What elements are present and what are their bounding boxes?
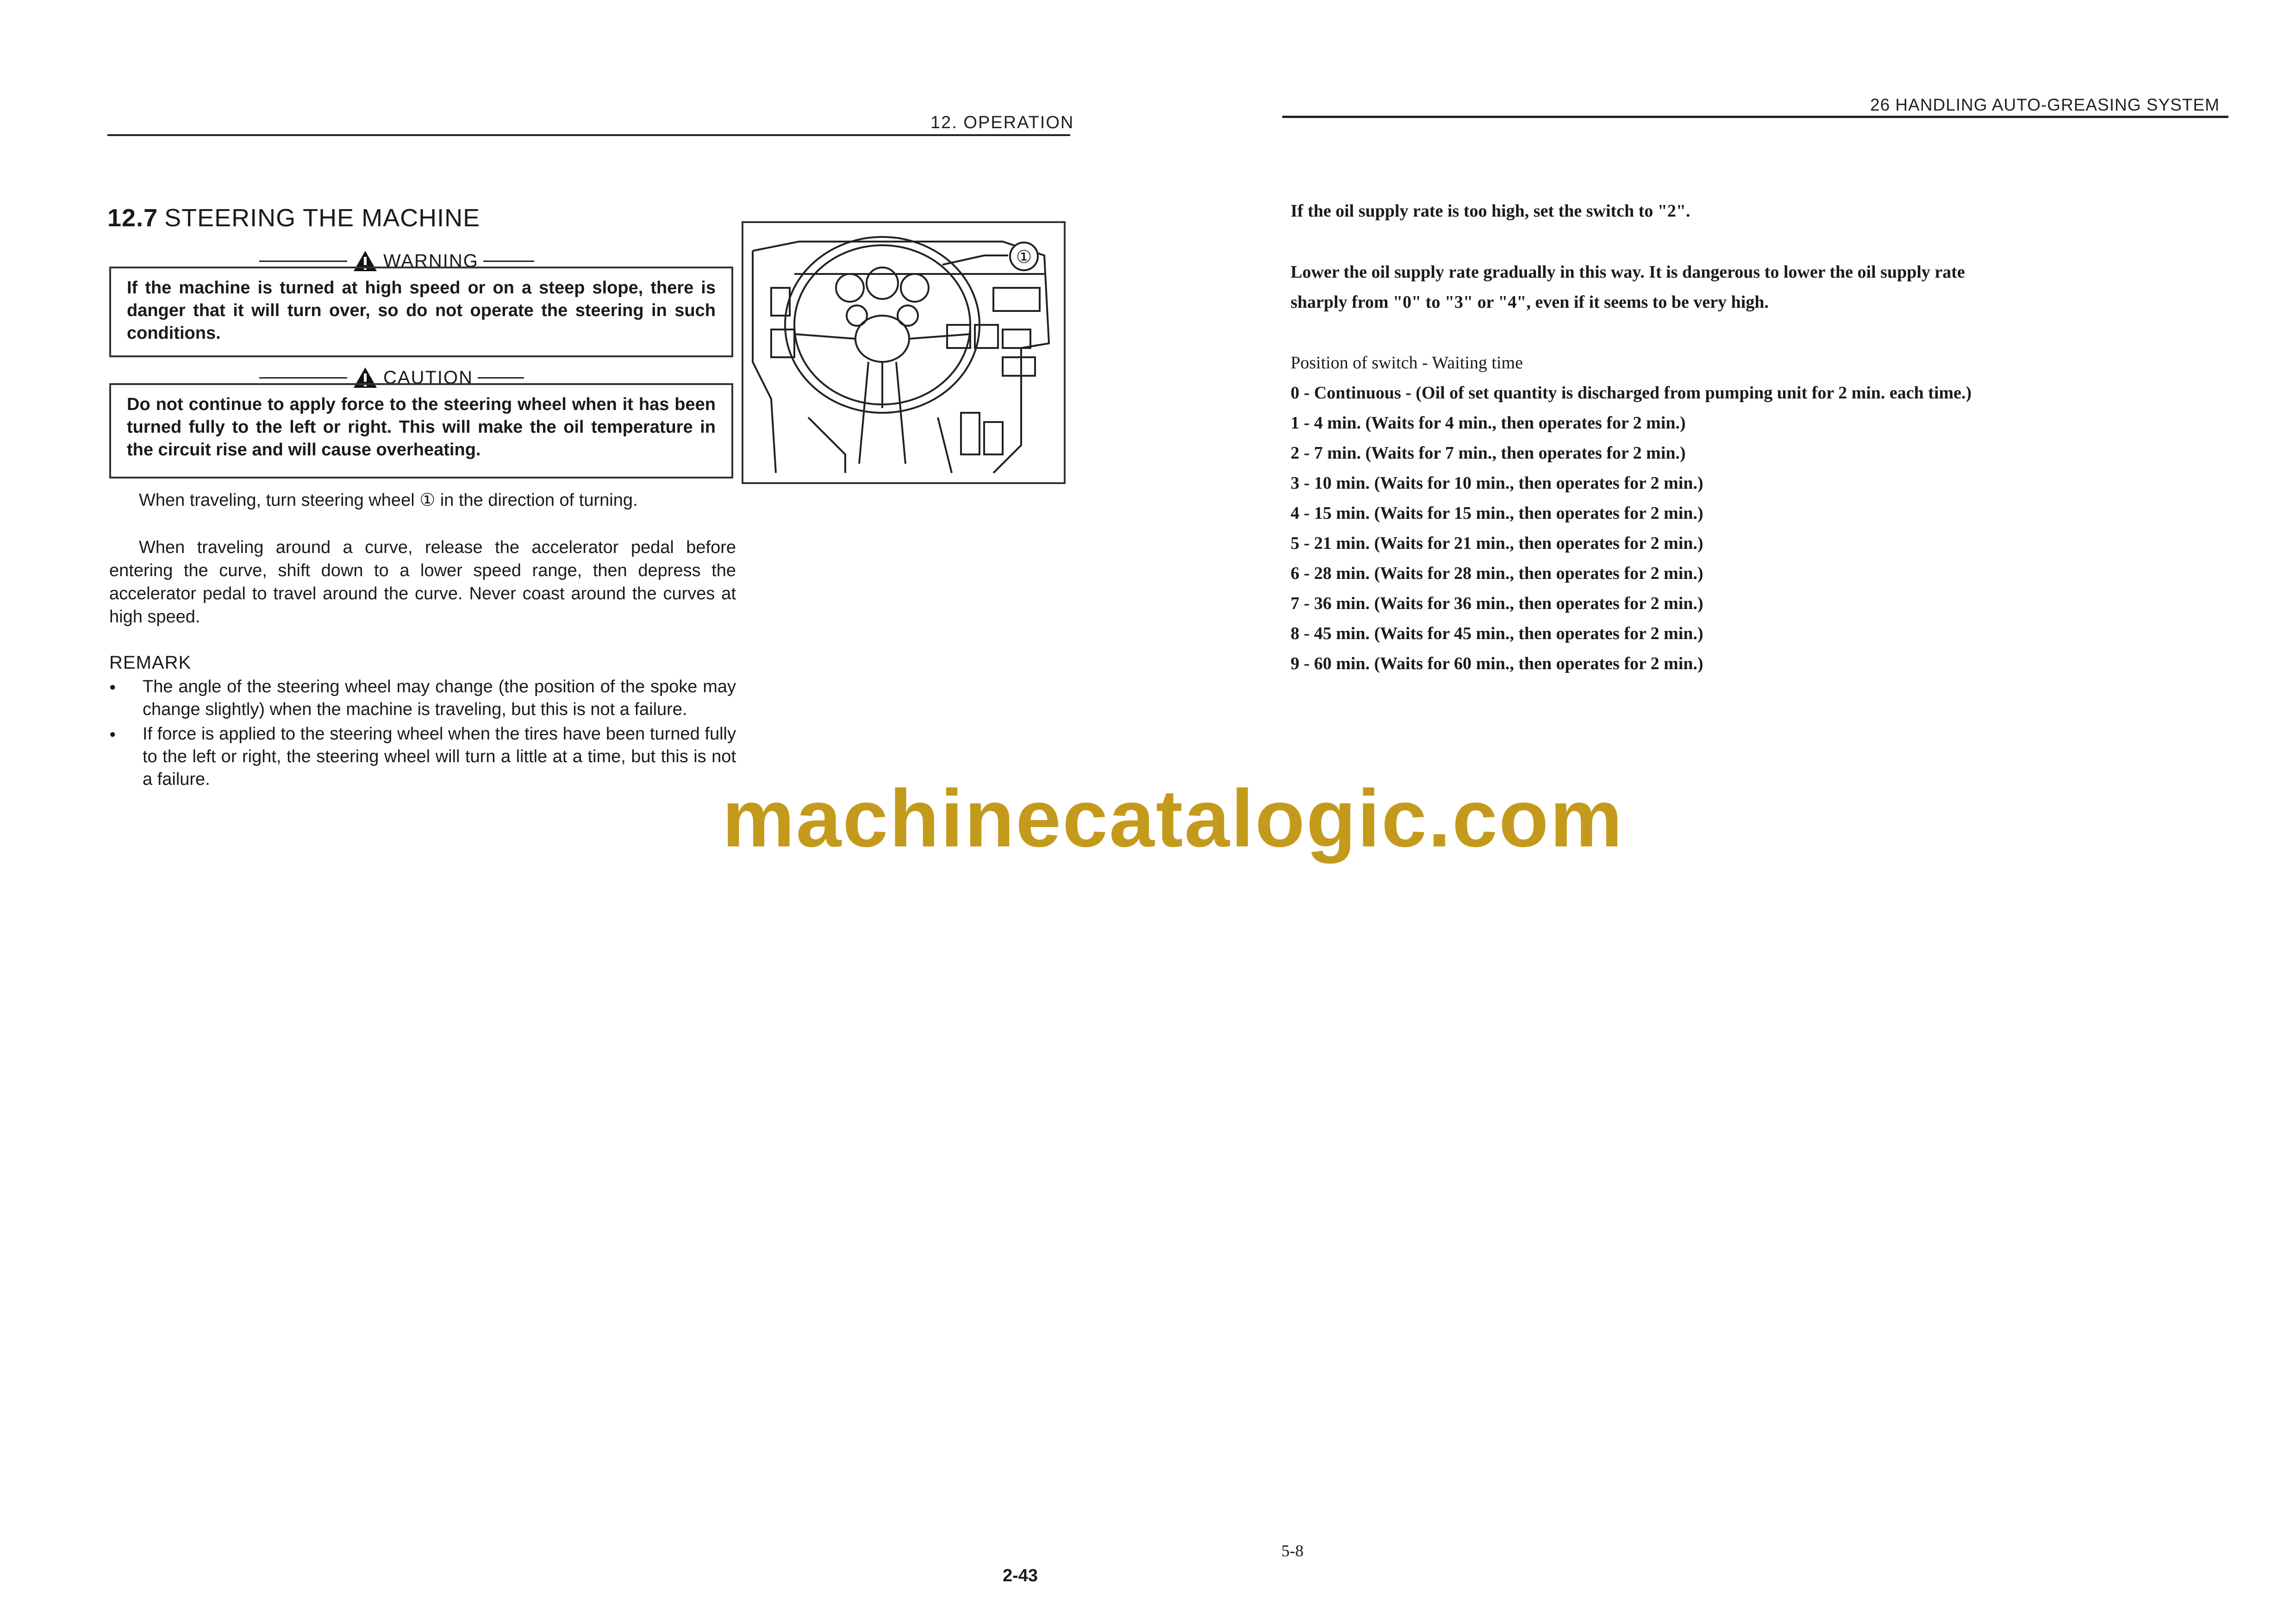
switch-position-item: 2 - 7 min. (Waits for 7 min., then operates for 2 min.) — [1291, 443, 1686, 463]
remark-label: REMARK — [109, 653, 192, 673]
right-line-2: Lower the oil supply rate gradually in this way. It is dangerous to lower the oil supply rate sharply from "0" to "3" or "4", even if it seems to be very high. — [1291, 262, 1965, 312]
remark-item: ● The angle of the steering wheel may change (the position of the spoke may change slightly) when the machine is traveling, but this is not a failure. — [109, 676, 736, 721]
left-header-rule — [107, 134, 1070, 136]
warning-label: WARNING — [383, 250, 479, 271]
right-header-rule — [1282, 116, 2228, 118]
caution-label: CAUTION — [383, 367, 473, 388]
section-title-text: STEERING THE MACHINE — [164, 204, 480, 232]
watermark: machinecatalogic.com — [722, 773, 1624, 864]
left-page-number: 2-43 — [1003, 1566, 1038, 1585]
paragraph-1: When traveling, turn steering wheel ① in the direction of turning. — [139, 491, 638, 510]
section-title — [107, 204, 480, 232]
switch-position-item: 4 - 15 min. (Waits for 15 min., then operates for 2 min.) — [1291, 503, 1703, 523]
figure-callout: ① — [1016, 248, 1032, 267]
switch-position-item: 1 - 4 min. (Waits for 4 min., then operates for 2 min.) — [1291, 413, 1686, 433]
right-page-number: 5-8 — [1281, 1541, 1304, 1560]
switch-position-item: 7 - 36 min. (Waits for 36 min., then operates for 2 min.) — [1291, 594, 1703, 613]
section-number: 12.7 — [107, 204, 158, 232]
switch-position-item: 8 - 45 min. (Waits for 45 min., then operates for 2 min.) — [1291, 624, 1703, 643]
warning-text: If the machine is turned at high speed or on a steep slope, there is danger that it will turn over, so do not operate the steering in such conditions. — [127, 278, 716, 343]
paragraph-2: When traveling around a curve, release the accelerator pedal before entering the curve, shift down to a lower speed range, then depress the accelerator pedal to travel around the curve. Never coast around the curves at high speed. — [109, 538, 736, 627]
switch-position-item: 3 - 10 min. (Waits for 10 min., then operates for 2 min.) — [1291, 473, 1703, 493]
left-page-header: 12. OPERATION — [930, 113, 1074, 132]
steering-wheel-figure — [742, 221, 1066, 484]
switch-position-item: 6 - 28 min. (Waits for 28 min., then operates for 2 min.) — [1291, 564, 1703, 583]
switch-position-list — [1291, 378, 2013, 679]
switch-position-item: 5 - 21 min. (Waits for 21 min., then operates for 2 min.) — [1291, 534, 1703, 553]
warning-box — [109, 267, 733, 357]
switch-table-heading: Position of switch - Waiting time — [1291, 353, 1523, 373]
right-line-1: If the oil supply rate is too high, set the switch to "2". — [1291, 201, 1691, 221]
switch-position-item: 9 - 60 min. (Waits for 60 min., then operates for 2 min.) — [1291, 654, 1703, 673]
right-page-header: 26 HANDLING AUTO-GREASING SYSTEM — [1870, 95, 2220, 114]
remark-list — [109, 676, 736, 793]
caution-box — [109, 383, 733, 479]
steering-wheel-illustration — [743, 223, 1064, 482]
caution-text: Do not continue to apply force to the steering wheel when it has been turned fully to the left or right. This will make the oil temperature in the circuit rise and will cause overheating. — [127, 395, 716, 460]
switch-position-item: 0 - Continuous - (Oil of set quantity is discharged from pumping unit for 2 min. each time.) — [1291, 383, 1972, 403]
remark-item: ● If force is applied to the steering wheel when the tires have been turned fully to the left or right, the steering wheel will turn a little at a time, but this is not a failure. — [109, 723, 736, 791]
